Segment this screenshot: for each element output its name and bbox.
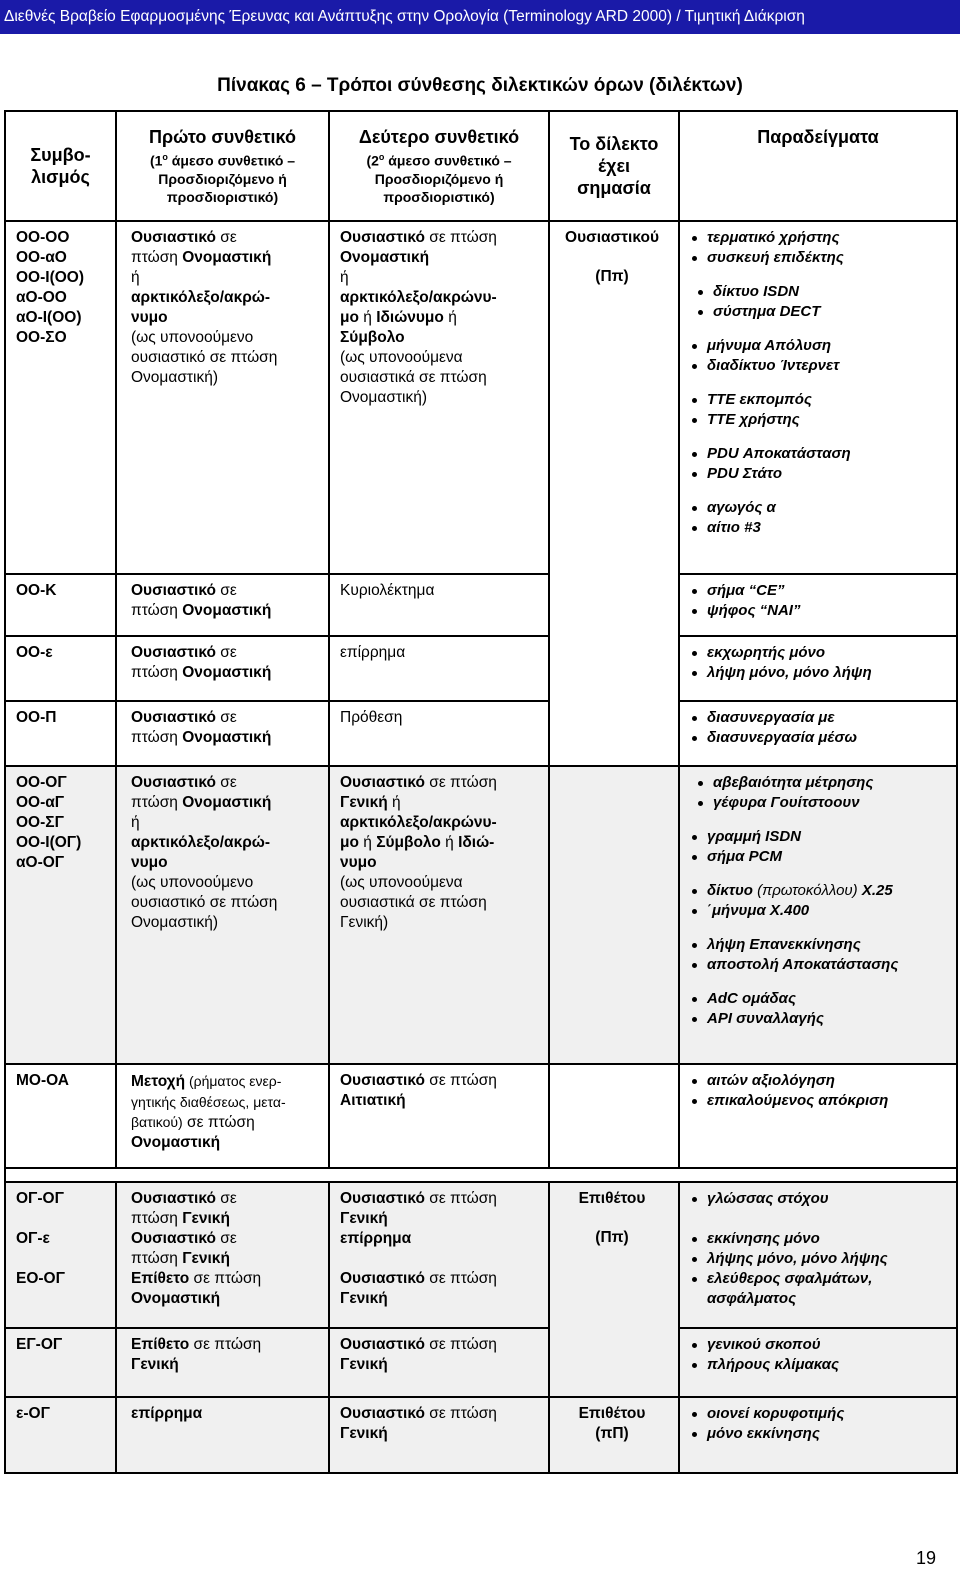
symbol-cell: ΟΟ-Κ — [5, 574, 116, 636]
examples-cell — [679, 1328, 957, 1397]
meaning-cell: Ουσιαστικού (Ππ) — [549, 221, 679, 766]
bullet-icon — [692, 452, 697, 457]
header-first-component: Πρώτο συνθετικό ($1^o$ άμεσο συνθετικό – Προσδιοριζόμενο ή προσδιοριστικό) — [116, 111, 329, 221]
list-item: δίκτυο ISDN — [692, 282, 952, 302]
bullet-icon — [692, 256, 697, 261]
symbol-cell: ΕΓ-ΟΓ — [5, 1328, 116, 1397]
bullet-icon — [692, 609, 697, 614]
table-row — [5, 636, 957, 701]
list-item: επικαλούμενος απόκριση — [692, 1091, 952, 1111]
list-item: αποστολή Αποκατάστασης — [692, 955, 952, 975]
running-header: Διεθνές Βραβείο Εφαρμοσμένης Έρευνας και Ανάπτυξης στην Ορολογία (Terminology ARD 2000) / Τιμητική Διάκριση — [0, 0, 960, 34]
list-item: API συναλλαγής — [692, 1009, 952, 1029]
list-item: σήμα “CE” — [692, 581, 952, 601]
list-item: αβεβαιότητα μέτρησης — [692, 773, 952, 793]
list-item: αιτών αξιολόγηση — [692, 1071, 952, 1091]
list-item: TTE χρήστης — [692, 410, 952, 430]
bullet-icon — [692, 526, 697, 531]
list-item: λήψη Επανεκκίνησης — [692, 935, 952, 955]
list-item: ΄μήνυμα X.400 — [692, 901, 952, 921]
table-title: Πίνακας 6 – Τρόποι σύνθεσης διλεκτικών όρων (διλέκτων) — [217, 75, 743, 96]
symbol-cell: ΟΟ-ε — [5, 636, 116, 701]
header-meaning: Το δίλεκτο έχει σημασία — [549, 111, 679, 221]
list-item: αγωγός α — [692, 498, 952, 518]
bullet-icon — [692, 909, 697, 914]
first-component-cell: Ουσιαστικό σε πτώση Ονομαστική — [116, 636, 329, 701]
bullet-icon — [692, 716, 697, 721]
examples-cell — [679, 701, 957, 766]
bullet-icon — [692, 472, 697, 477]
meaning-cell: Επιθέτου (πΠ) — [549, 1397, 679, 1473]
list-item: δίκτυο (πρωτοκόλλου) X.25 — [692, 881, 952, 901]
list-item: πλήρους κλίμακας — [692, 1355, 952, 1375]
first-component-cell: Μετοχή (ρήματος ενερ- γητικής διαθέσεως, μετα- βατικού) σε πτώση Ονομαστική — [116, 1064, 329, 1168]
bullet-icon — [692, 1432, 697, 1437]
second-component-cell: Ουσιαστικό σε πτώση Ονομαστική ή αρκτικόλεξο/ακρώνυ- μο ή Ιδιώνυμο ή Σύμβολο (ως υπονοούμενα ουσιαστικά σε πτώση Ονομαστική) — [329, 221, 549, 574]
symbol-cell: ΟΟ-ΟΓ ΟΟ-αΓ ΟΟ-ΣΓ ΟΟ-Ι(ΟΓ) αΟ-ΟΓ — [5, 766, 116, 1064]
bullet-icon — [698, 781, 703, 786]
bullet-icon — [692, 506, 697, 511]
list-item: λήψης μόνο, μόνο λήψης — [692, 1249, 952, 1269]
first-component-cell: Ουσιαστικό σε πτώση Ονομαστική — [116, 701, 329, 766]
bullet-icon — [692, 671, 697, 676]
bullet-icon — [692, 943, 697, 948]
bullet-icon — [692, 1257, 697, 1262]
second-component-cell: Ουσιαστικό σε πτώση Γενική — [329, 1397, 549, 1473]
list-item: γενικού σκοπού — [692, 1335, 952, 1355]
bullet-icon — [692, 855, 697, 860]
bullet-icon — [692, 736, 697, 741]
first-component-cell: Ουσιαστικό σε πτώση Ονομαστική — [116, 574, 329, 636]
symbol-cell: ΟΓ-ΟΓ ΟΓ-ε ΕΟ-ΟΓ — [5, 1182, 116, 1328]
list-item: γραμμή ISDN — [692, 827, 952, 847]
bullet-icon — [692, 1363, 697, 1368]
first-component-cell: Επίθετο σε πτώση Γενική — [116, 1328, 329, 1397]
bullet-icon — [698, 801, 703, 806]
examples-cell — [679, 1064, 957, 1168]
symbol-cell: ΟΟ-ΟΟ ΟΟ-αΟ ΟΟ-Ι(ΟΟ) αΟ-ΟΟ αΟ-Ι(ΟΟ) ΟΟ-ΣΟ — [5, 221, 116, 574]
list-item: εκχωρητής μόνο — [692, 643, 952, 663]
list-item: διαδίκτυο Ίντερνετ — [692, 356, 952, 376]
composition-table — [4, 110, 958, 1474]
list-item: μόνο εκκίνησης — [692, 1424, 952, 1444]
examples-cell — [679, 1397, 957, 1473]
bullet-icon — [692, 1343, 697, 1348]
table-row — [5, 574, 957, 636]
first-component-cell: Ουσιαστικό σε πτώση Γενική Ουσιαστικό σε πτώση Γενική Επίθετο σε πτώση Ονομαστική — [116, 1182, 329, 1328]
second-component-cell: Πρόθεση — [329, 701, 549, 766]
bullet-icon — [692, 889, 697, 894]
examples-cell — [679, 1182, 957, 1328]
list-item: γέφυρα Γουίτστοουν — [692, 793, 952, 813]
examples-cell — [679, 636, 957, 701]
list-item: οιονεί κορυφοτιμής — [692, 1404, 952, 1424]
list-item: PDU Στάτο — [692, 464, 952, 484]
list-item: ελεύθερος σφαλμάτων, — [692, 1269, 952, 1289]
first-component-cell: Ουσιαστικό σε πτώση Ονομαστική ή αρκτικόλεξο/ακρώ- νυμο (ως υπονοούμενο ουσιαστικό σε πτώση Ονομαστική) — [116, 766, 329, 1064]
table-row — [5, 1328, 957, 1397]
bullet-icon — [692, 997, 697, 1002]
bullet-icon — [692, 1099, 697, 1104]
bullet-icon — [692, 1412, 697, 1417]
table-row — [5, 1397, 957, 1473]
bullet-icon — [692, 651, 697, 656]
list-item: τερματικό χρήστης — [692, 228, 952, 248]
list-item: αίτιο #3 — [692, 518, 952, 538]
meaning-cell — [549, 766, 679, 1064]
table-row — [5, 1064, 957, 1168]
meaning-cell — [549, 1064, 679, 1168]
bullet-icon — [698, 310, 703, 315]
bullet-icon — [692, 1079, 697, 1084]
bullet-icon — [692, 1017, 697, 1022]
list-item: ψήφος “ΝΑΙ” — [692, 601, 952, 621]
bullet-icon — [692, 1197, 697, 1202]
table-row — [5, 766, 957, 1064]
bullet-icon — [692, 589, 697, 594]
bullet-icon — [692, 398, 697, 403]
examples-cell — [679, 221, 957, 574]
list-item: σήμα PCM — [692, 847, 952, 867]
list-item: γλώσσας στόχου — [692, 1189, 952, 1209]
page-number: 19 — [916, 1548, 937, 1568]
header-examples: Παραδείγματα — [679, 111, 957, 221]
bullet-icon — [692, 1237, 697, 1242]
first-component-cell: Ουσιαστικό σε πτώση Ονομαστική ή αρκτικόλεξο/ακρώ- νυμο (ως υπονοούμενο ουσιαστικό σε πτώση Ονομαστική) — [116, 221, 329, 574]
bullet-icon — [692, 236, 697, 241]
bullet-icon — [692, 418, 697, 423]
list-item: διασυνεργασία με — [692, 708, 952, 728]
list-item: εκκίνησης μόνο — [692, 1229, 952, 1249]
symbol-cell: ΟΟ-Π — [5, 701, 116, 766]
examples-cell — [679, 766, 957, 1064]
list-item: AdC ομάδας — [692, 989, 952, 1009]
second-component-cell: Κυριολέκτημα — [329, 574, 549, 636]
list-item: PDU Αποκατάσταση — [692, 444, 952, 464]
list-item: διασυνεργασία μέσω — [692, 728, 952, 748]
second-component-cell: επίρρημα — [329, 636, 549, 701]
bullet-icon — [692, 344, 697, 349]
list-item: συσκευή επιδέκτης — [692, 248, 952, 268]
table-divider — [5, 1168, 957, 1182]
list-item: TTE εκπομπός — [692, 390, 952, 410]
table-row — [5, 701, 957, 766]
header-second-component: Δεύτερο συνθετικό ($2^o$ άμεσο συνθετικό – Προσδιοριζόμενο ή προσδιοριστικό) — [329, 111, 549, 221]
bullet-icon — [692, 835, 697, 840]
second-component-cell: Ουσιαστικό σε πτώση Γενική επίρρημα Ουσιαστικό σε πτώση Γενική — [329, 1182, 549, 1328]
list-item: μήνυμα Απόλυση — [692, 336, 952, 356]
symbol-cell: ε-ΟΓ — [5, 1397, 116, 1473]
symbol-cell: ΜΟ-ΟΑ — [5, 1064, 116, 1168]
second-component-cell: Ουσιαστικό σε πτώση Γενική ή αρκτικόλεξο/ακρώνυ- μο ή Σύμβολο ή Ιδιώ- νυμο (ως υπονοούμενα ουσιαστικά σε πτώση Γενική) — [329, 766, 549, 1064]
second-component-cell: Ουσιαστικό σε πτώση Γενική — [329, 1328, 549, 1397]
table-row — [5, 221, 957, 574]
bullet-icon — [698, 290, 703, 295]
bullet-icon — [692, 1277, 697, 1282]
bullet-icon — [692, 364, 697, 369]
list-item-continuation: ασφάλματος — [707, 1290, 797, 1307]
header-symbolism: Συμβο-λισμός — [5, 111, 116, 221]
table-row — [5, 1182, 957, 1328]
bullet-icon — [692, 963, 697, 968]
second-component-cell: Ουσιαστικό σε πτώση Αιτιατική — [329, 1064, 549, 1168]
first-component-cell: επίρρημα — [116, 1397, 329, 1473]
examples-cell — [679, 574, 957, 636]
table-header-row — [5, 111, 957, 221]
list-item: λήψη μόνο, μόνο λήψη — [692, 663, 952, 683]
list-item: σύστημα DECT — [692, 302, 952, 322]
meaning-cell: Επιθέτου (Ππ) — [549, 1182, 679, 1397]
